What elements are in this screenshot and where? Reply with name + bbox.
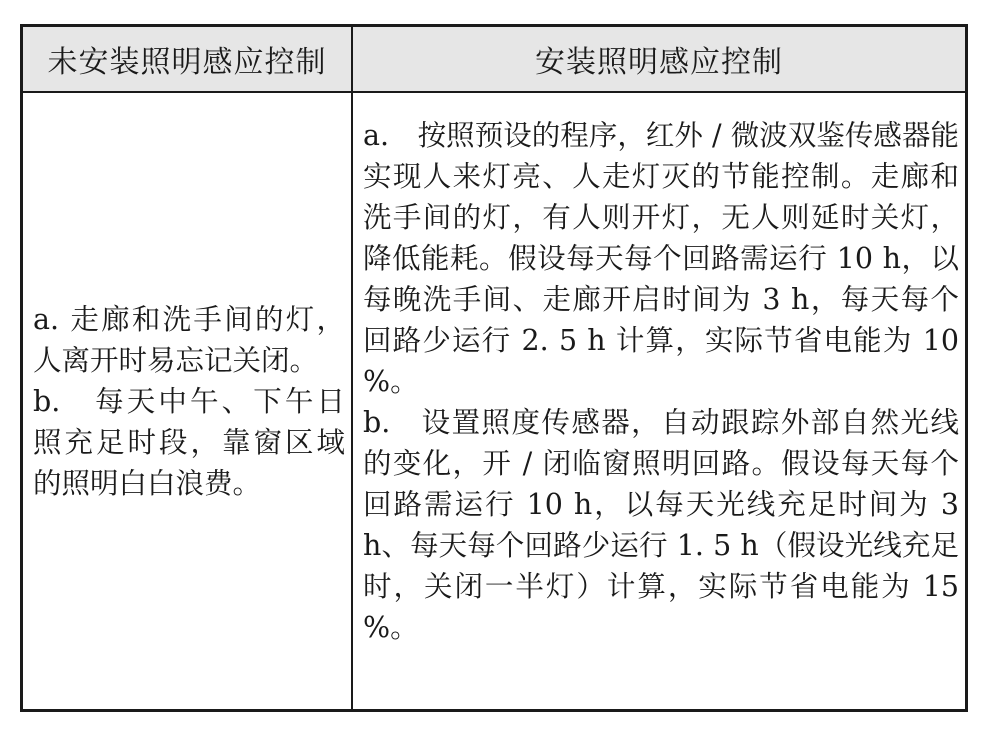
left-item-a: a. 走廊和洗手间的灯，人离开时易忘记关闭。 — [33, 302, 345, 377]
right-item-a: a. 按照预设的程序，红外 / 微波双鉴传感器能实现人来灯亮、人走灯灭的节能控制。走廊和洗手间的灯，有人则开灯，无人则延时关灯，降低能耗。假设每天每个回路需运行 10 h，以每晚洗手间、走廊开启时间为 3 h，每天每个回路少运行 2. 5 h 计算，实际节省电能为 10 %。 — [363, 119, 959, 398]
header-without-sensor: 未安装照明感应控制 — [23, 27, 353, 93]
left-items — [33, 299, 345, 504]
header-with-sensor: 安装照明感应控制 — [353, 27, 965, 93]
cell-with-sensor — [353, 93, 965, 709]
comparison-table — [20, 24, 968, 712]
right-item-b: b. 设置照度传感器，自动跟踪外部自然光线的变化，开 / 闭临窗照明回路。假设每天每个回路需运行 10 h，以每天光线充足时间为 3 h、每天每个回路少运行 1. 5 h（假设光线充足时，关闭一半灯）计算，实际节省电能为 15 %。 — [363, 406, 959, 644]
cell-without-sensor — [23, 93, 353, 709]
left-item-b: b. 每天中午、下午日照充足时段，靠窗区域的照明白白浪费。 — [33, 384, 345, 500]
